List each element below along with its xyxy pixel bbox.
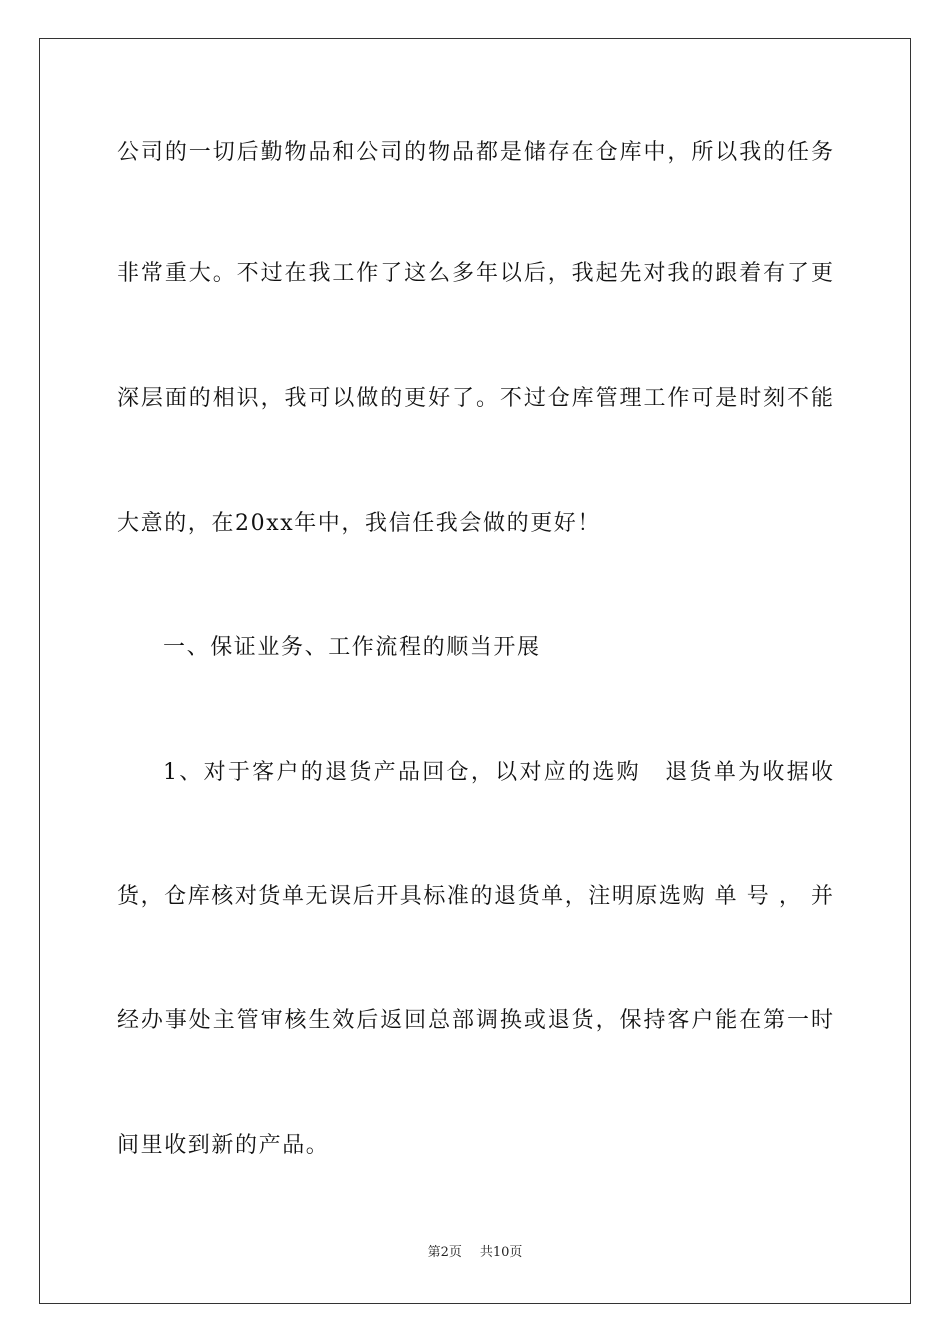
paragraph-line-6: 1、对于客户的退货产品回仓，以对应的选购 退货单为收据收 xyxy=(163,760,833,785)
section-heading: 一、保证业务、工作流程的顺当开展 xyxy=(163,635,541,660)
paragraph-line-7: 货，仓库核对货单无误后开具标准的退货单，注明原选购 单 号 ， 并 xyxy=(117,884,833,909)
paragraph-line-8: 经办事处主管审核生效后返回总部调换或退货，保持客户能在第一时 xyxy=(117,1008,833,1033)
page-total: 共10页 xyxy=(479,1245,523,1260)
paragraph-line-9: 间里收到新的产品。 xyxy=(117,1133,330,1158)
paragraph-line-1: 公司的一切后勤物品和公司的物品都是储存在仓库中，所以我的任务 xyxy=(117,140,833,165)
paragraph-line-2: 非常重大。不过在我工作了这么多年以后，我起先对我的跟着有了更 xyxy=(117,261,833,286)
paragraph-line-3: 深层面的相识，我可以做的更好了。不过仓库管理工作可是时刻不能 xyxy=(117,386,833,411)
paragraph-line-4: 大意的，在20xx年中，我信任我会做的更好！ xyxy=(117,511,602,536)
page-footer xyxy=(0,1244,950,1262)
page-border xyxy=(39,38,911,1304)
page-number: 第2页 xyxy=(427,1245,462,1260)
